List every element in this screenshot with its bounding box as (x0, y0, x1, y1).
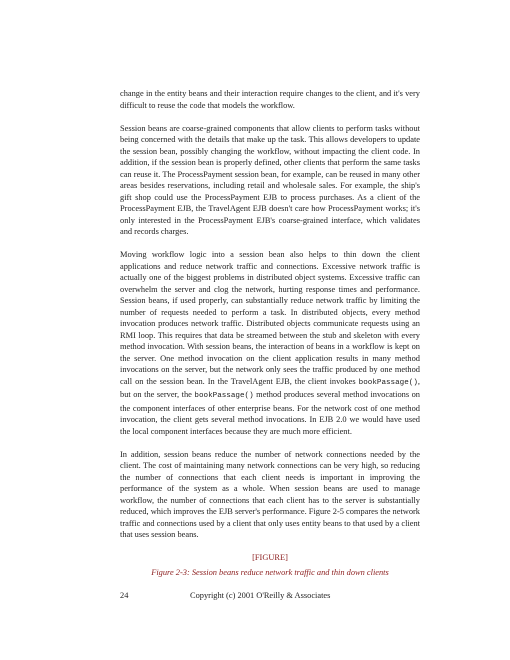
paragraph-3-text-b: , but on the server, the (120, 376, 420, 399)
paragraph-3-text-a: Moving workflow logic into a session bean also helps to thin down the client applications and reduce network traffic and connections. Excessive network traffic is actually one of the biggest problems in distributed object systems. Excessive traffic can overwhelm the server and clog the network, hurting response times and performance. Session beans, if used properly, can substantially reduce network traffic by limiting the number of requests needed to perform a task. In distributed objects, every method invocation produces network traffic. Distributed objects communicate requests using an RMI loop. This requires that data be streamed between the stub and skeleton with every method invocation. With session beans, the interaction of beans in a workflow is kept on the server. One method invocation on the client application results in many method invocations on the server, but the network only sees the traffic produced by one method call on the session bean. In the TravelAgent EJB, the client invokes (120, 250, 420, 386)
code-book-passage-2: bookPassage() (194, 392, 254, 400)
page-number: 24 (120, 591, 129, 600)
paragraph-3-text-c: method produces several method invocations on the component interfaces of other enterprise beans. For the network cost of one method invocation, the client gets several method invocations. In EJB 2.0 we would have used the local component interfaces because they are much more efficient. (120, 390, 420, 436)
figure-caption: Figure 2-3: Session beans reduce network traffic and thin down clients (151, 568, 389, 577)
figure-placeholder: [FIGURE] (252, 553, 288, 562)
paragraph-1: change in the entity beans and their interaction require changes to the client, and it's very difficult to reuse the code that models the workflow. (120, 89, 420, 110)
paragraph-3 (120, 249, 420, 437)
copyright-notice: Copyright (c) 2001 O'Reilly & Associates (190, 591, 331, 600)
body-text (120, 88, 420, 578)
paragraph-2: Session beans are coarse-grained components that allow clients to perform tasks without being concerned with the details that make up the task. This allows developers to update the session bean, possibly changing the workflow, without impacting the client code. In addition, if the session bean is properly defined, other clients that perform the same tasks can reuse it. The ProcessPayment session bean, for example, can be reused in many other areas besides reservations, including retail and wholesale sales. For example, the ship's gift shop could use the ProcessPayment EJB to process purchases. As a client of the ProcessPayment EJB, the TravelAgent EJB doesn't care how ProcessPayment works; it's only interested in the ProcessPayment EJB's coarse-grained interface, which validates and records charges. (120, 123, 420, 236)
code-book-passage-1: bookPassage() (358, 378, 418, 387)
paragraph-4: In addition, session beans reduce the number of network connections needed by the client. The cost of maintaining many network connections can be very high, so reducing the number of connections that each client needs is important in improving the performance of the system as a whole. When session beans are used to manage workflow, the number of connections that each client has to the server is substantially reduced, which improves the EJB server's performance. Figure 2-5 compares the network traffic and connections used by a client that only uses entity beans to that used by a client that uses session beans. (120, 449, 420, 539)
